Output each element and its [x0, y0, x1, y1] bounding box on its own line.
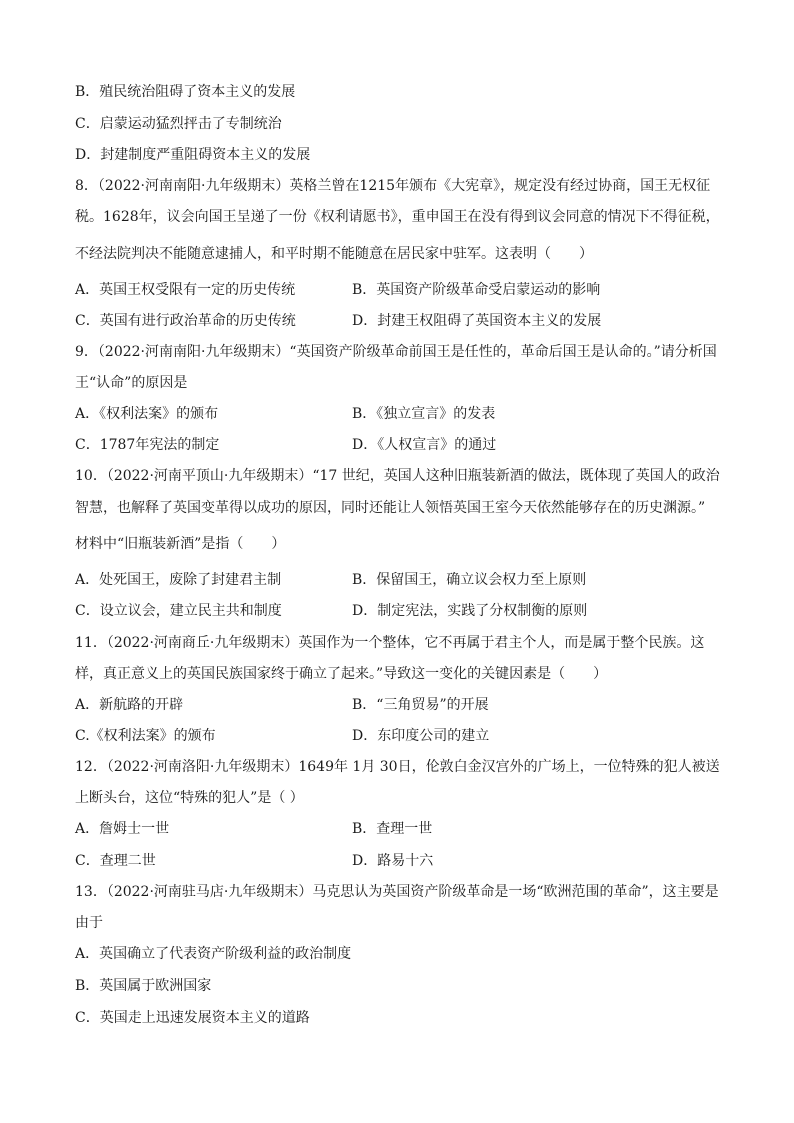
question-9-stem: 王“认命”的原因是 [75, 375, 188, 391]
question-10-stem: 10．（2022·河南平顶山·九年级期末）“17 世纪，英国人这种旧瓶装新酒的做法，既体现了英国人的政治 [75, 468, 720, 484]
question-8-stem: 税。1628年，议会向国王呈递了一份《权利请愿书》，重申国王在没有得到议会同意的情况下不得征税， [75, 209, 720, 225]
question-12-option-b: B．查理一世 [352, 821, 433, 837]
question-9-option-b: B．《独立宣言》的发表 [352, 406, 496, 422]
question-11-option-d: D．东印度公司的建立 [352, 728, 490, 744]
question-11-option-a: A．新航路的开辟 [75, 697, 184, 713]
question-13-stem: 由于 [75, 915, 103, 931]
question-12-stem: 12．（2022·河南洛阳·九年级期末）1649年 1月 30日，伦敦白金汉宫外的广场上，一位特殊的犯人被送 [75, 759, 720, 775]
question-12-option-d: D．路易十六 [352, 853, 434, 869]
question-12-stem: 上断头台，这位“特殊的犯人”是（ ） [75, 790, 304, 806]
question-8-option-b: B．英国资产阶级革命受启蒙运动的影响 [352, 282, 601, 298]
question-13-option-c: C．英国走上迅速发展资本主义的道路 [75, 1010, 310, 1026]
question-10-option-d: D．制定宪法，实践了分权制衡的原则 [352, 603, 588, 619]
question-10-stem: 材料中“旧瓶装新酒”是指（ ） [75, 536, 286, 552]
question-11-option-b: B．“三角贸易”的开展 [352, 697, 489, 713]
question-10-option-b: B．保留国王，确立议会权力至上原则 [352, 572, 587, 588]
question-12-option-a: A．詹姆士一世 [75, 821, 170, 837]
option-c: C．启蒙运动猛烈抨击了专制统治 [75, 116, 282, 132]
question-11-stem: 样，真正意义上的英国民族国家终于确立了起来。”导致这一变化的关键因素是（ ） [75, 666, 608, 682]
question-12-option-c: C．查理二世 [75, 853, 156, 869]
question-13-option-a: A．英国确立了代表资产阶级利益的政治制度 [75, 946, 352, 962]
question-8-stem: 不经法院判决不能随意逮捕人，和平时期不能随意在居民家中驻军。这表明（ ） [75, 246, 593, 262]
question-10-option-a: A．处死国王，废除了封建君主制 [75, 572, 282, 588]
question-8-option-a: A．英国王权受限有一定的历史传统 [75, 282, 296, 298]
question-9-option-d: D．《人权宣言》的通过 [352, 437, 497, 453]
question-13-stem: 13．（2022·河南驻马店·九年级期末）马克思认为英国资产阶级革命是一场“欧洲范围的革命”，这主要是 [75, 884, 719, 900]
question-11-stem: 11．（2022·河南商丘·九年级期末）英国作为一个整体，它不再属于君主个人，而是属于整个民族。这 [75, 635, 705, 651]
question-8-stem: 8．（2022·河南南阳·九年级期末）英格兰曾在1215年颁布《大宪章》，规定没有经过协商，国王无权征 [75, 178, 711, 194]
question-13-option-b: B．英国属于欧洲国家 [75, 978, 212, 994]
question-8-option-c: C．英国有进行政治革命的历史传统 [75, 313, 296, 329]
question-9-stem: 9．（2022·河南南阳·九年级期末）“英国资产阶级革命前国王是任性的，革命后国王是认命的。”请分析国 [75, 344, 717, 360]
question-8-option-d: D．封建王权阻碍了英国资本主义的发展 [352, 313, 602, 329]
question-11-option-c: C.《权利法案》的颁布 [75, 728, 216, 744]
question-10-option-c: C．设立议会，建立民主共和制度 [75, 603, 282, 619]
question-9-option-c: C．1787年宪法的制定 [75, 437, 220, 453]
question-9-option-a: A．《权利法案》的颁布 [75, 406, 219, 422]
question-10-stem: 智慧，也解释了英国变革得以成功的原因，同时还能让人领悟英国王室今天依然能够存在的历史渊源。” [75, 500, 706, 516]
option-d: D．封建制度严重阻碍资本主义的发展 [75, 147, 311, 163]
option-b: B．殖民统治阻碍了资本主义的发展 [75, 84, 296, 100]
